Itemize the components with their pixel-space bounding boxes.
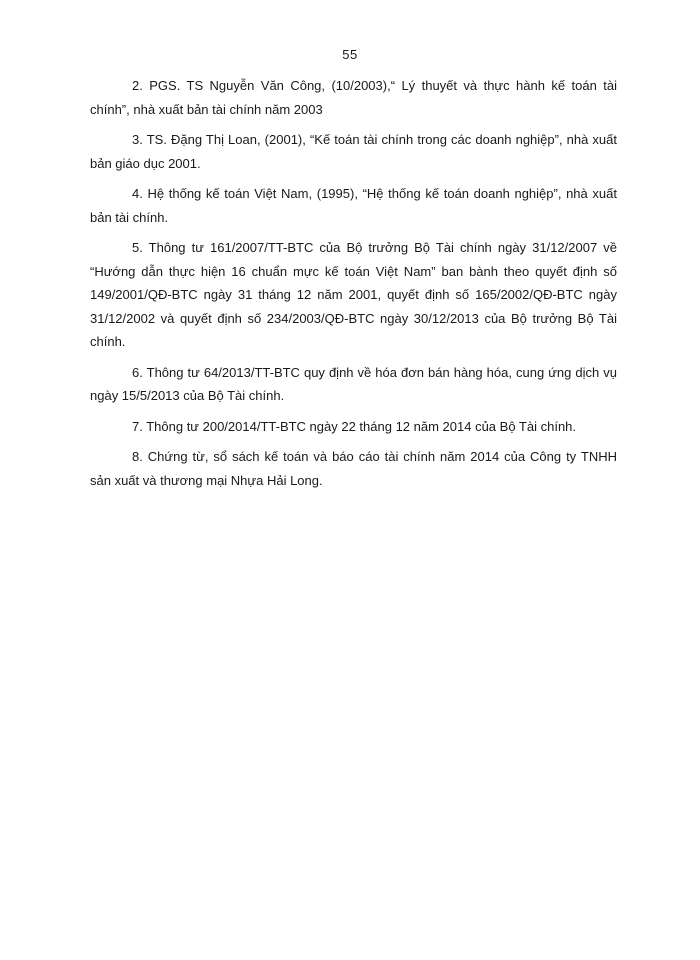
reference-item-8: 8. Chứng từ, sổ sách kế toán và báo cáo tài chính năm 2014 của Công ty TNHH sản xuất và thương mại Nhựa Hải Long. <box>90 449 617 488</box>
reference-list <box>90 74 617 499</box>
reference-item-3: 3. TS. Đặng Thị Loan, (2001), “Kế toán tài chính trong các doanh nghiệp”, nhà xuất bản giáo dục 2001. <box>90 132 617 171</box>
reference-item-4: 4. Hệ thống kế toán Việt Nam, (1995), “Hệ thống kế toán doanh nghiệp”, nhà xuất bản tài chính. <box>90 186 617 225</box>
reference-item-2: 2. PGS. TS Nguyễn Văn Công, (10/2003),“ Lý thuyết và thực hành kế toán tài chính”, nhà xuất bản tài chính năm 2003 <box>90 78 617 117</box>
reference-item-7: 7. Thông tư 200/2014/TT-BTC ngày 22 tháng 12 năm 2014 của Bộ Tài chính. <box>132 418 577 434</box>
reference-item-5: 5. Thông tư 161/2007/TT-BTC của Bộ trưởng Bộ Tài chính ngày 31/12/2007 về “Hướng dẫn thực hiện 16 chuẩn mực kế toán Việt Nam” ban bành theo quyết định số 149/2001/QĐ-BTC ngày 31 tháng 12 năm 2001, quyết định số 165/2002/QĐ-BTC ngày 31/12/2002 và quyết định số 234/2003/QĐ-BTC ngày 30/12/2013 của Bộ trưởng Bộ Tài chính. <box>90 240 617 349</box>
page-number: 55 <box>342 47 358 62</box>
reference-item-6: 6. Thông tư 64/2013/TT-BTC quy định về hóa đơn bán hàng hóa, cung ứng dịch vụ ngày 15/5/2013 của Bộ Tài chính. <box>90 364 617 403</box>
